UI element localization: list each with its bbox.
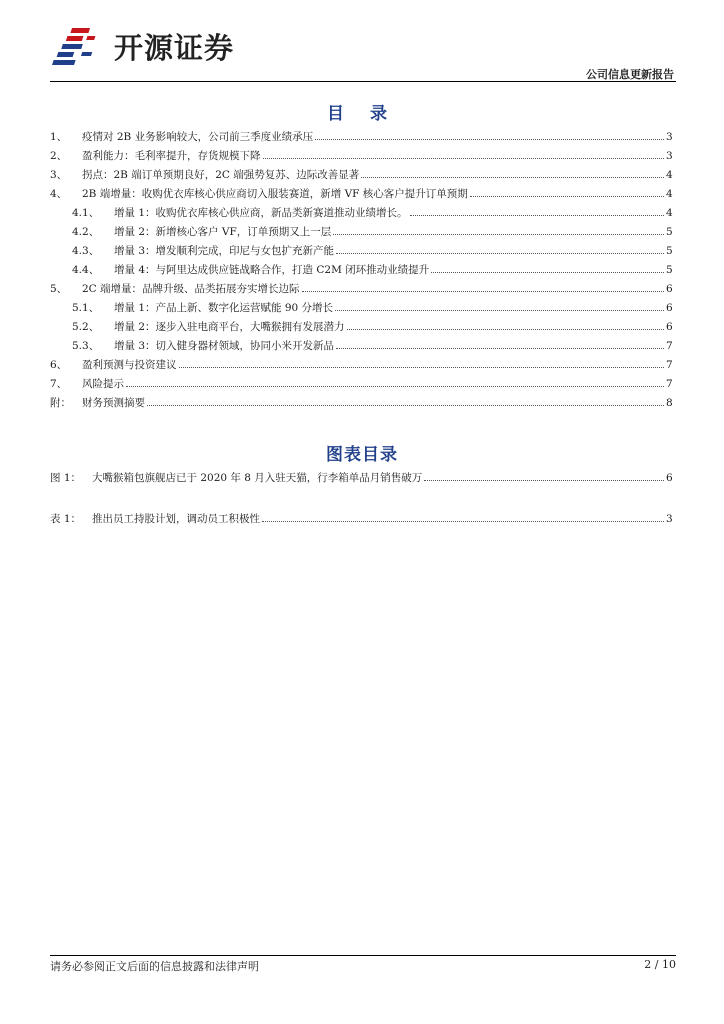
toc-entry[interactable]	[50, 128, 672, 147]
toc-entry-number: 5、	[50, 283, 68, 295]
toc-entry[interactable]	[50, 280, 672, 299]
table-of-contents	[50, 128, 672, 413]
toc-entry-text: 盈利预测与投资建议	[82, 359, 177, 371]
leader-dots	[410, 214, 664, 216]
toc-entry-text: 2B 端增量：收购优衣库核心供应商切入服装赛道，新增 VF 核心客户提升订单预期	[82, 188, 468, 200]
toc-entry-page: 6	[666, 302, 673, 314]
page-header	[0, 0, 724, 85]
toc-entry-number: 4.3、	[72, 245, 100, 257]
toc-entry-number: 4.1、	[72, 207, 100, 219]
toc-entry-text: 疫情对 2B 业务影响较大，公司前三季度业绩承压	[82, 131, 314, 143]
leader-dots	[126, 385, 664, 387]
toc-entry-page: 3	[666, 150, 673, 162]
toc-entry[interactable]	[50, 318, 672, 337]
toc-entry-page: 5	[666, 226, 673, 238]
figure-list-title: 图表目录	[326, 445, 398, 465]
toc-entry-text: 增量 3：增发顺利完成，印尼与女包扩充新产能	[114, 245, 335, 257]
leader-dots	[335, 309, 664, 311]
toc-entry-number: 5.3、	[72, 340, 100, 352]
table-label: 表 1：	[50, 513, 82, 525]
brand-name: 开源证券	[114, 30, 235, 65]
toc-entry-page: 6	[666, 321, 673, 333]
leader-dots	[179, 366, 665, 368]
toc-entry-page: 5	[666, 245, 673, 257]
toc-entry[interactable]	[50, 185, 672, 204]
toc-entry-number: 5.1、	[72, 302, 100, 314]
toc-entry[interactable]	[50, 166, 672, 185]
toc-entry[interactable]	[50, 375, 672, 394]
toc-entry-page: 7	[666, 378, 673, 390]
page-number: 2 / 10	[644, 958, 676, 971]
toc-entry-page: 7	[666, 359, 673, 371]
toc-entry[interactable]	[50, 394, 672, 413]
toc-entry-number: 4.4、	[72, 264, 100, 276]
toc-entry-page: 5	[666, 264, 673, 276]
footer-disclaimer: 请务必参阅正文后面的信息披露和法律声明	[50, 960, 259, 973]
toc-entry-page: 4	[666, 207, 673, 219]
figure-entry[interactable]	[50, 469, 672, 488]
toc-entry[interactable]	[50, 147, 672, 166]
toc-entry-text: 盈利能力：毛利率提升，存货规模下降	[82, 150, 261, 162]
toc-entry-text: 拐点：2B 端订单预期良好，2C 端强势复苏、边际改善显著	[82, 169, 360, 181]
toc-title: 目 录	[327, 104, 397, 124]
toc-entry[interactable]	[50, 242, 672, 261]
brand-logo	[52, 22, 234, 70]
toc-entry[interactable]	[50, 337, 672, 356]
toc-entry-page: 3	[666, 131, 673, 143]
report-type: 公司信息更新报告	[586, 68, 674, 81]
figure-text: 大嘴猴箱包旗舰店已于 2020 年 8 月入驻天猫，行李箱单品月销售破万	[92, 472, 423, 484]
toc-entry[interactable]	[50, 204, 672, 223]
table-page: 3	[666, 513, 673, 525]
toc-entry-text: 2C 端增量：品牌升级、品类拓展夯实增长边际	[82, 283, 300, 295]
table-entry[interactable]	[50, 510, 672, 529]
leader-dots	[333, 233, 664, 235]
toc-entry-text: 增量 4：与阿里达成供应链战略合作，打造 C2M 闭环推动业绩提升	[114, 264, 430, 276]
logo-icon	[52, 22, 112, 70]
leader-dots	[147, 404, 664, 406]
toc-entry-page: 8	[666, 397, 673, 409]
toc-entry-text: 增量 2：新增核心客户 VF，订单预期又上一层	[114, 226, 332, 238]
leader-dots	[262, 520, 664, 522]
leader-dots	[263, 157, 665, 159]
leader-dots	[424, 479, 664, 481]
toc-entry[interactable]	[50, 299, 672, 318]
toc-entry-number: 1、	[50, 131, 68, 143]
header-divider	[50, 81, 676, 82]
leader-dots	[336, 252, 664, 254]
toc-entry-text: 增量 1：收购优衣库核心供应商，新品类新赛道推动业绩增长。	[114, 207, 408, 219]
toc-entry-number: 5.2、	[72, 321, 100, 333]
toc-entry-page: 4	[666, 169, 673, 181]
toc-entry-text: 增量 2：逐步入驻电商平台，大嘴猴拥有发展潜力	[114, 321, 345, 333]
toc-entry[interactable]	[50, 356, 672, 375]
toc-entry-text: 财务预测摘要	[82, 397, 145, 409]
toc-entry-page: 7	[666, 340, 673, 352]
leader-dots	[431, 271, 664, 273]
toc-entry-number: 2、	[50, 150, 68, 162]
toc-entry-text: 增量 1：产品上新、数字化运营赋能 90 分增长	[114, 302, 334, 314]
figure-page: 6	[666, 472, 673, 484]
footer-divider	[50, 955, 676, 956]
toc-entry-page: 4	[666, 188, 673, 200]
table-text: 推出员工持股计划，调动员工积极性	[92, 513, 260, 525]
toc-entry-number: 附：	[50, 397, 71, 409]
toc-entry-page: 6	[666, 283, 673, 295]
toc-entry-number: 4.2、	[72, 226, 100, 238]
leader-dots	[302, 290, 664, 292]
toc-entry[interactable]	[50, 223, 672, 242]
leader-dots	[347, 328, 664, 330]
toc-entry-number: 6、	[50, 359, 68, 371]
leader-dots	[336, 347, 664, 349]
figure-label: 图 1：	[50, 472, 82, 484]
toc-entry-number: 4、	[50, 188, 68, 200]
leader-dots	[315, 138, 664, 140]
toc-entry-number: 3、	[50, 169, 68, 181]
toc-entry-number: 7、	[50, 378, 68, 390]
toc-entry-text: 增量 3：切入健身器材领域，协同小米开发新品	[114, 340, 335, 352]
toc-entry[interactable]	[50, 261, 672, 280]
toc-entry-text: 风险提示	[82, 378, 124, 390]
leader-dots	[361, 176, 664, 178]
leader-dots	[470, 195, 664, 197]
